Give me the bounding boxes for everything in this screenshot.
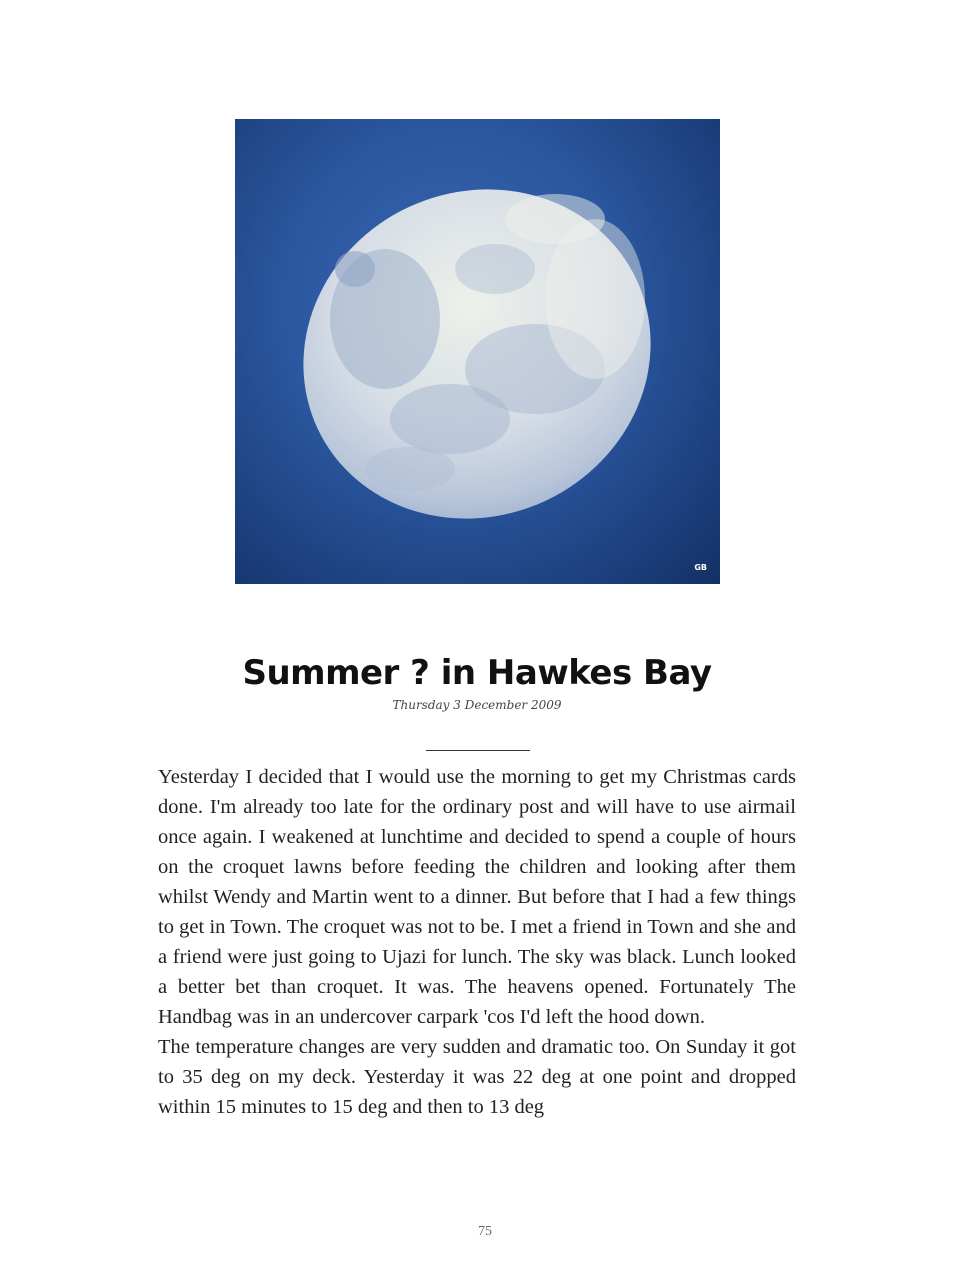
article-date: Thursday 3 December 2009 [392,698,562,712]
moon-photo [235,119,720,584]
moon-illustration [235,119,720,584]
article-body [158,762,796,1122]
paragraph: Yesterday I decided that I would use the morning to get my Christmas cards done. I'm already too late for the ordinary post and will have to use airmail once again. I weakened at lunchtime and decided to spend a couple of hours on the croquet lawns before feeding the children and looking after them whilst Wendy and Martin went to a dinner. But before that I had a few things to get in Town. The croquet was not to be. I met a friend in Town and she and a friend were just going to Ujazi for lunch. The sky was black. Lunch looked a better bet than croquet. It was. The heavens opened. Fortunately The Handbag was in an undercover carpark 'cos I'd left the hood down. [158,766,796,1028]
divider [426,750,530,751]
article-title: Summer ? in Hawkes Bay [242,653,712,693]
paragraph: The temperature changes are very sudden and dramatic too. On Sunday it got to 35 deg on my deck. Yesterday it was 22 deg at one point and dropped within 15 minutes to 15 deg and then to 13 deg [158,1036,796,1118]
photo-credit: GB [694,563,707,572]
page-number: 75 [478,1224,492,1239]
